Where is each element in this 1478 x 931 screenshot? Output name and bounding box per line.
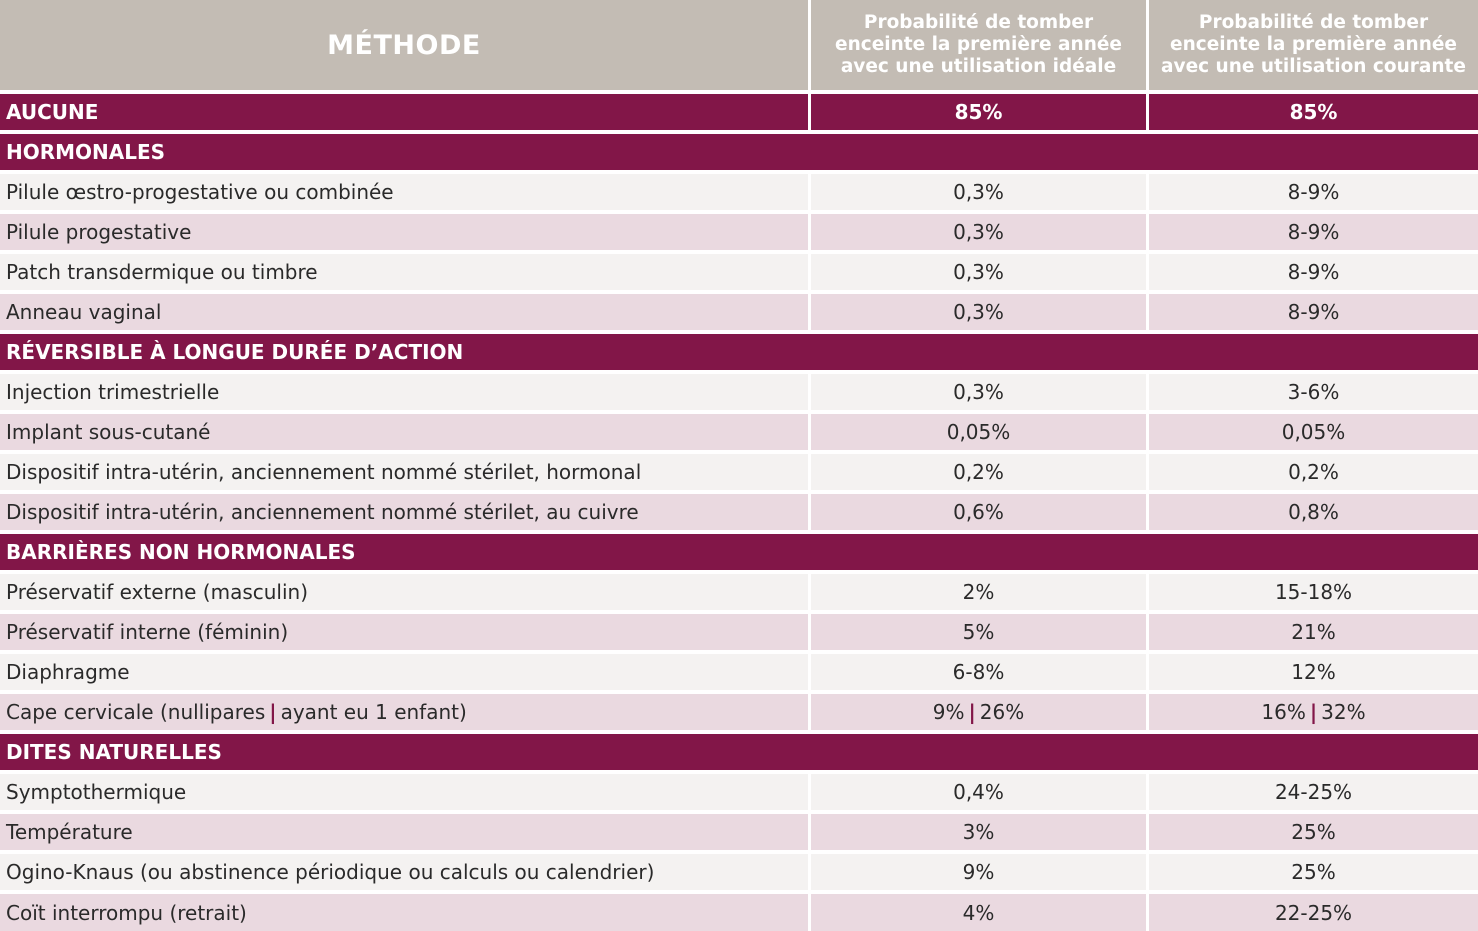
ideal-cell: 0,3% xyxy=(811,374,1146,410)
table-row xyxy=(0,614,1478,650)
table-row xyxy=(0,774,1478,810)
method-cell: Température xyxy=(0,814,808,850)
current-cell: 12% xyxy=(1149,654,1478,690)
current-cell: 15-18% xyxy=(1149,574,1478,610)
ideal-cell: 0,3% xyxy=(811,174,1146,210)
current-cell: 0,8% xyxy=(1149,494,1478,530)
ideal-cell: 0,6% xyxy=(811,494,1146,530)
method-cell: Dispositif intra-utérin, anciennement nommé stérilet, hormonal xyxy=(0,454,808,490)
table-row xyxy=(0,894,1478,931)
method-cell: Préservatif externe (masculin) xyxy=(0,574,808,610)
ideal-cell: 9% xyxy=(811,854,1146,890)
table-row xyxy=(0,174,1478,210)
current-cell xyxy=(1149,694,1478,730)
separator-bar: | xyxy=(1309,700,1318,724)
ideal-cell: 0,3% xyxy=(811,254,1146,290)
header-ideal-use: Probabilité de tomber enceinte la première année avec une utilisation idéale xyxy=(811,0,1146,90)
method-cell: Patch transdermique ou timbre xyxy=(0,254,808,290)
ideal-cell: 5% xyxy=(811,614,1146,650)
none-row xyxy=(0,94,1478,130)
section-natural: DITES NATURELLES xyxy=(0,734,1478,770)
current-cell: 8-9% xyxy=(1149,174,1478,210)
current-part-a: 16% xyxy=(1261,700,1306,724)
ideal-cell: 2% xyxy=(811,574,1146,610)
ideal-cell: 6-8% xyxy=(811,654,1146,690)
method-part-a: Cape cervicale (nullipares xyxy=(6,700,266,724)
table-row xyxy=(0,414,1478,450)
section-barrier: BARRIÈRES NON HORMONALES xyxy=(0,534,1478,570)
current-cell: 0,05% xyxy=(1149,414,1478,450)
separator-bar: | xyxy=(968,700,976,724)
method-cell: Coït interrompu (retrait) xyxy=(0,894,808,931)
current-cell: 22-25% xyxy=(1149,894,1478,931)
separator-bar: | xyxy=(269,700,277,724)
method-cell: Symptothermique xyxy=(0,774,808,810)
ideal-cell: 0,05% xyxy=(811,414,1146,450)
current-cell: 3-6% xyxy=(1149,374,1478,410)
current-cell: 25% xyxy=(1149,854,1478,890)
method-cell: Diaphragme xyxy=(0,654,808,690)
none-current: 85% xyxy=(1149,94,1478,130)
table-row xyxy=(0,694,1478,730)
ideal-cell: 4% xyxy=(811,894,1146,931)
current-cell: 0,2% xyxy=(1149,454,1478,490)
table-row xyxy=(0,654,1478,690)
none-ideal: 85% xyxy=(811,94,1146,130)
current-part-b: 32% xyxy=(1321,700,1366,724)
method-cell: Implant sous-cutané xyxy=(0,414,808,450)
table-row xyxy=(0,294,1478,330)
method-cell: Dispositif intra-utérin, anciennement nommé stérilet, au cuivre xyxy=(0,494,808,530)
table-row xyxy=(0,254,1478,290)
current-cell: 8-9% xyxy=(1149,294,1478,330)
section-long-acting: RÉVERSIBLE À LONGUE DURÉE D’ACTION xyxy=(0,334,1478,370)
method-cell xyxy=(0,694,808,730)
ideal-cell: 0,3% xyxy=(811,294,1146,330)
method-cell: Injection trimestrielle xyxy=(0,374,808,410)
table-header xyxy=(0,0,1478,90)
current-cell: 21% xyxy=(1149,614,1478,650)
header-typical-use: Probabilité de tomber enceinte la première année avec une utilisation courante xyxy=(1149,0,1478,90)
current-cell: 25% xyxy=(1149,814,1478,850)
method-cell: Pilule progestative xyxy=(0,214,808,250)
header-method: MÉTHODE xyxy=(0,0,808,90)
table-row xyxy=(0,454,1478,490)
table-row xyxy=(0,574,1478,610)
ideal-cell: 0,2% xyxy=(811,454,1146,490)
method-cell: Anneau vaginal xyxy=(0,294,808,330)
current-cell: 8-9% xyxy=(1149,254,1478,290)
current-cell: 8-9% xyxy=(1149,214,1478,250)
table-row xyxy=(0,814,1478,850)
method-cell: Ogino-Knaus (ou abstinence périodique ou calculs ou calendrier) xyxy=(0,854,808,890)
method-cell: Pilule œstro-progestative ou combinée xyxy=(0,174,808,210)
ideal-cell: 0,4% xyxy=(811,774,1146,810)
ideal-cell: 0,3% xyxy=(811,214,1146,250)
ideal-cell xyxy=(811,694,1146,730)
current-cell: 24-25% xyxy=(1149,774,1478,810)
ideal-part-b: 26% xyxy=(979,700,1025,724)
table-row xyxy=(0,854,1478,890)
none-label: AUCUNE xyxy=(0,94,808,130)
ideal-cell: 3% xyxy=(811,814,1146,850)
table-row xyxy=(0,374,1478,410)
method-part-b: ayant eu 1 enfant) xyxy=(280,700,467,724)
table-row xyxy=(0,214,1478,250)
section-hormonal: HORMONALES xyxy=(0,134,1478,170)
ideal-part-a: 9% xyxy=(932,700,965,724)
table-row xyxy=(0,494,1478,530)
method-cell: Préservatif interne (féminin) xyxy=(0,614,808,650)
